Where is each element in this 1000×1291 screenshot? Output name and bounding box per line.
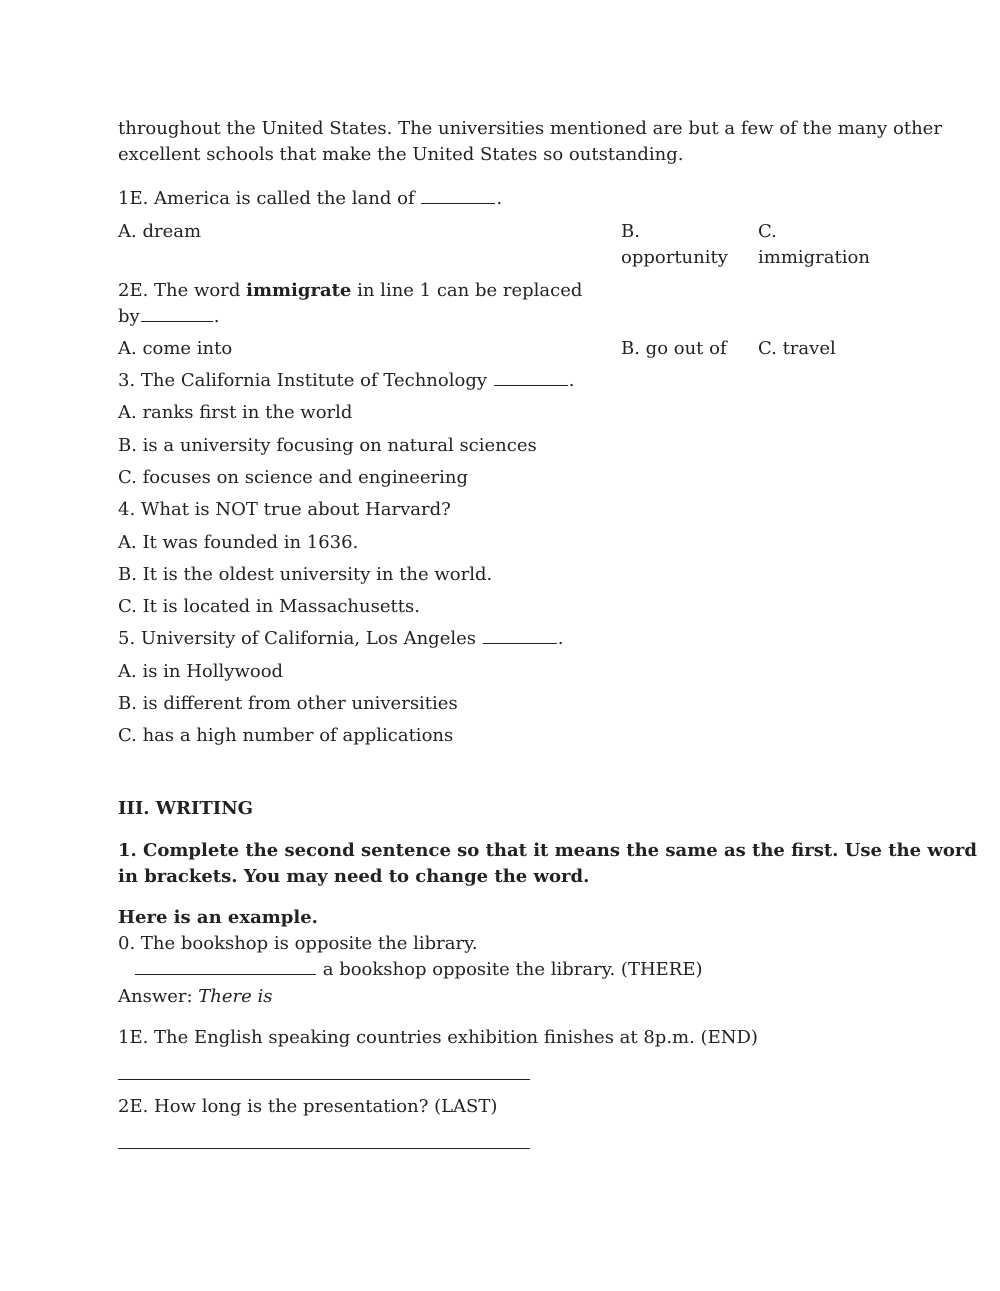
answer-blank xyxy=(141,320,213,322)
option-b: B. opportunity xyxy=(621,221,728,268)
question-4-stem: 4. What is NOT true about Harvard? xyxy=(118,499,451,520)
option-b: B. go out of xyxy=(621,338,727,359)
option-c: C. focuses on science and engineering xyxy=(118,467,468,488)
answer-line[interactable] xyxy=(118,1079,530,1080)
instruction-line: in brackets. You may need to change the word. xyxy=(118,866,590,887)
option-b: B. It is the oldest university in the world. xyxy=(118,564,493,585)
option-a: A. dream xyxy=(118,221,202,242)
example-rewrite: a bookshop opposite the library. (THERE) xyxy=(134,957,703,983)
writing-item-2e: 2E. How long is the presentation? (LAST) xyxy=(118,1096,498,1117)
option-c: C. immigration xyxy=(758,221,870,268)
option-a: A. It was founded in 1636. xyxy=(118,532,359,553)
question-3-stem: 3. The California Institute of Technology . xyxy=(118,370,575,391)
example-heading: Here is an example. xyxy=(118,907,318,928)
option-c: C. has a high number of applications xyxy=(118,725,454,746)
question-2e-stem-cont: by . xyxy=(118,306,220,327)
answer-blank xyxy=(421,202,495,204)
answer-line[interactable] xyxy=(118,1148,530,1149)
passage-line: excellent schools that make the United States so outstanding. xyxy=(118,144,684,165)
example-answer: Answer: There is xyxy=(118,986,273,1007)
section-heading: III. WRITING xyxy=(118,798,254,819)
passage-line: throughout the United States. The universities mentioned are but a few of the many other xyxy=(118,118,942,139)
option-c: C. It is located in Massachusetts. xyxy=(118,596,420,617)
option-b: B. is different from other universities xyxy=(118,693,458,714)
answer-blank xyxy=(135,973,316,975)
option-a: A. come into xyxy=(118,338,233,359)
question-1e-stem: 1E. America is called the land of . xyxy=(118,188,503,209)
question-2e-stem: 2E. The word immigrate in line 1 can be replaced xyxy=(118,280,583,301)
question-5-stem: 5. University of California, Los Angeles . xyxy=(118,628,564,649)
writing-item-1e: 1E. The English speaking countries exhibition finishes at 8p.m. (END) xyxy=(118,1027,758,1048)
example-sentence: 0. The bookshop is opposite the library. xyxy=(118,933,478,954)
option-a: A. ranks first in the world xyxy=(118,402,353,423)
answer-blank xyxy=(494,384,568,386)
option-b: B. is a university focusing on natural sciences xyxy=(118,435,537,456)
answer-blank xyxy=(483,642,557,644)
instruction-line: 1. Complete the second sentence so that it means the same as the first. Use the word xyxy=(118,840,977,861)
option-a: A. is in Hollywood xyxy=(118,661,284,682)
bold-term: immigrate xyxy=(246,280,352,301)
option-c: C. travel xyxy=(758,338,836,359)
